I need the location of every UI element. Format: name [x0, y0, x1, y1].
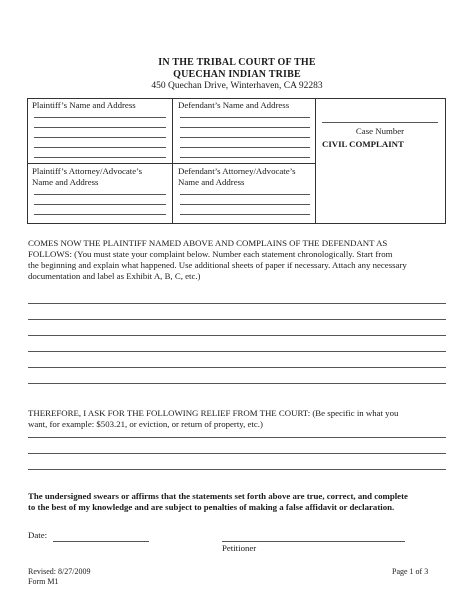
defendant-attorney-label: Defendant’s Attorney/Advocate’s	[178, 166, 296, 176]
plaintiff-address-line-2[interactable]	[34, 127, 166, 128]
defendant-address-line-1[interactable]	[180, 117, 310, 118]
relief-line[interactable]	[28, 453, 446, 454]
relief-line-2: want, for example: $503.21, or eviction, or return of property, etc.)	[28, 419, 263, 429]
date-label: Date:	[28, 530, 48, 540]
plaintiff-attorney-line-1[interactable]	[34, 194, 166, 195]
plaintiff-address-line-4[interactable]	[34, 147, 166, 148]
plaintiff-name-label: Plaintiff’s Name and Address	[32, 100, 136, 110]
court-address: 450 Quechan Drive, Winterhaven, CA 92283	[151, 81, 323, 91]
plaintiff-attorney-label-2: Name and Address	[32, 177, 99, 187]
relief-line[interactable]	[28, 437, 446, 438]
defendant-attorney-line-1[interactable]	[180, 194, 310, 195]
plaintiff-attorney-label: Plaintiff’s Attorney/Advocate’s	[32, 166, 143, 176]
form-number: Form M1	[28, 577, 59, 586]
defendant-address-line-5[interactable]	[180, 157, 310, 158]
oath-line-2: to the best of my knowledge and are subject to penalties of making a false affidavit or declaration.	[28, 502, 395, 512]
complaint-line[interactable]	[28, 303, 446, 304]
complaint-line[interactable]	[28, 351, 446, 352]
defendant-address-line-2[interactable]	[180, 127, 310, 128]
complaint-line[interactable]	[28, 367, 446, 368]
defendant-attorney-label-2: Name and Address	[178, 177, 245, 187]
plaintiff-attorney-line-2[interactable]	[34, 204, 166, 205]
court-title-line-2: QUECHAN INDIAN TRIBE	[173, 69, 301, 80]
complaint-line[interactable]	[28, 335, 446, 336]
petitioner-label: Petitioner	[222, 543, 257, 553]
court-title-line-1: IN THE TRIBAL COURT OF THE	[158, 57, 316, 68]
date-field[interactable]	[53, 541, 149, 542]
complaint-line-1: COMES NOW THE PLAINTIFF NAMED ABOVE AND COMPLAINS OF THE DEFENDANT AS	[28, 238, 388, 248]
defendant-attorney-line-3[interactable]	[180, 214, 310, 215]
defendant-address-line-4[interactable]	[180, 147, 310, 148]
plaintiff-address-line-1[interactable]	[34, 117, 166, 118]
page-number: Page 1 of 3	[392, 567, 429, 576]
revised-date: Revised: 8/27/2009	[28, 567, 91, 576]
complaint-line-4: documentation and label as Exhibit A, B, C, etc.)	[28, 271, 201, 281]
case-type: CIVIL COMPLAINT	[322, 139, 404, 149]
relief-line-1: THEREFORE, I ASK FOR THE FOLLOWING RELIEF FROM THE COURT: (Be specific in what you	[28, 408, 399, 418]
case-number-label: Case Number	[355, 126, 405, 136]
case-number-field[interactable]	[322, 122, 438, 123]
petitioner-signature-field[interactable]	[222, 541, 405, 542]
complaint-instructions	[28, 238, 448, 282]
relief-instructions	[28, 408, 448, 430]
defendant-attorney-line-2[interactable]	[180, 204, 310, 205]
complaint-line-3: the beginning and explain what happened. Use additional sheets of paper if necessary. Attach any necessary	[28, 260, 407, 270]
complaint-line[interactable]	[28, 319, 446, 320]
defendant-address-line-3[interactable]	[180, 137, 310, 138]
relief-line[interactable]	[28, 469, 446, 470]
complaint-line-2: FOLLOWS: (You must state your complaint below. Number each statement chronologically. Start from	[28, 249, 393, 259]
plaintiff-address-line-3[interactable]	[34, 137, 166, 138]
defendant-name-label: Defendant’s Name and Address	[178, 100, 290, 110]
plaintiff-attorney-line-3[interactable]	[34, 214, 166, 215]
complaint-line[interactable]	[28, 383, 446, 384]
plaintiff-address-line-5[interactable]	[34, 157, 166, 158]
oath-line-1: The undersigned swears or affirms that the statements set forth above are true, correct, and complete	[28, 491, 408, 501]
oath-statement	[28, 491, 458, 513]
